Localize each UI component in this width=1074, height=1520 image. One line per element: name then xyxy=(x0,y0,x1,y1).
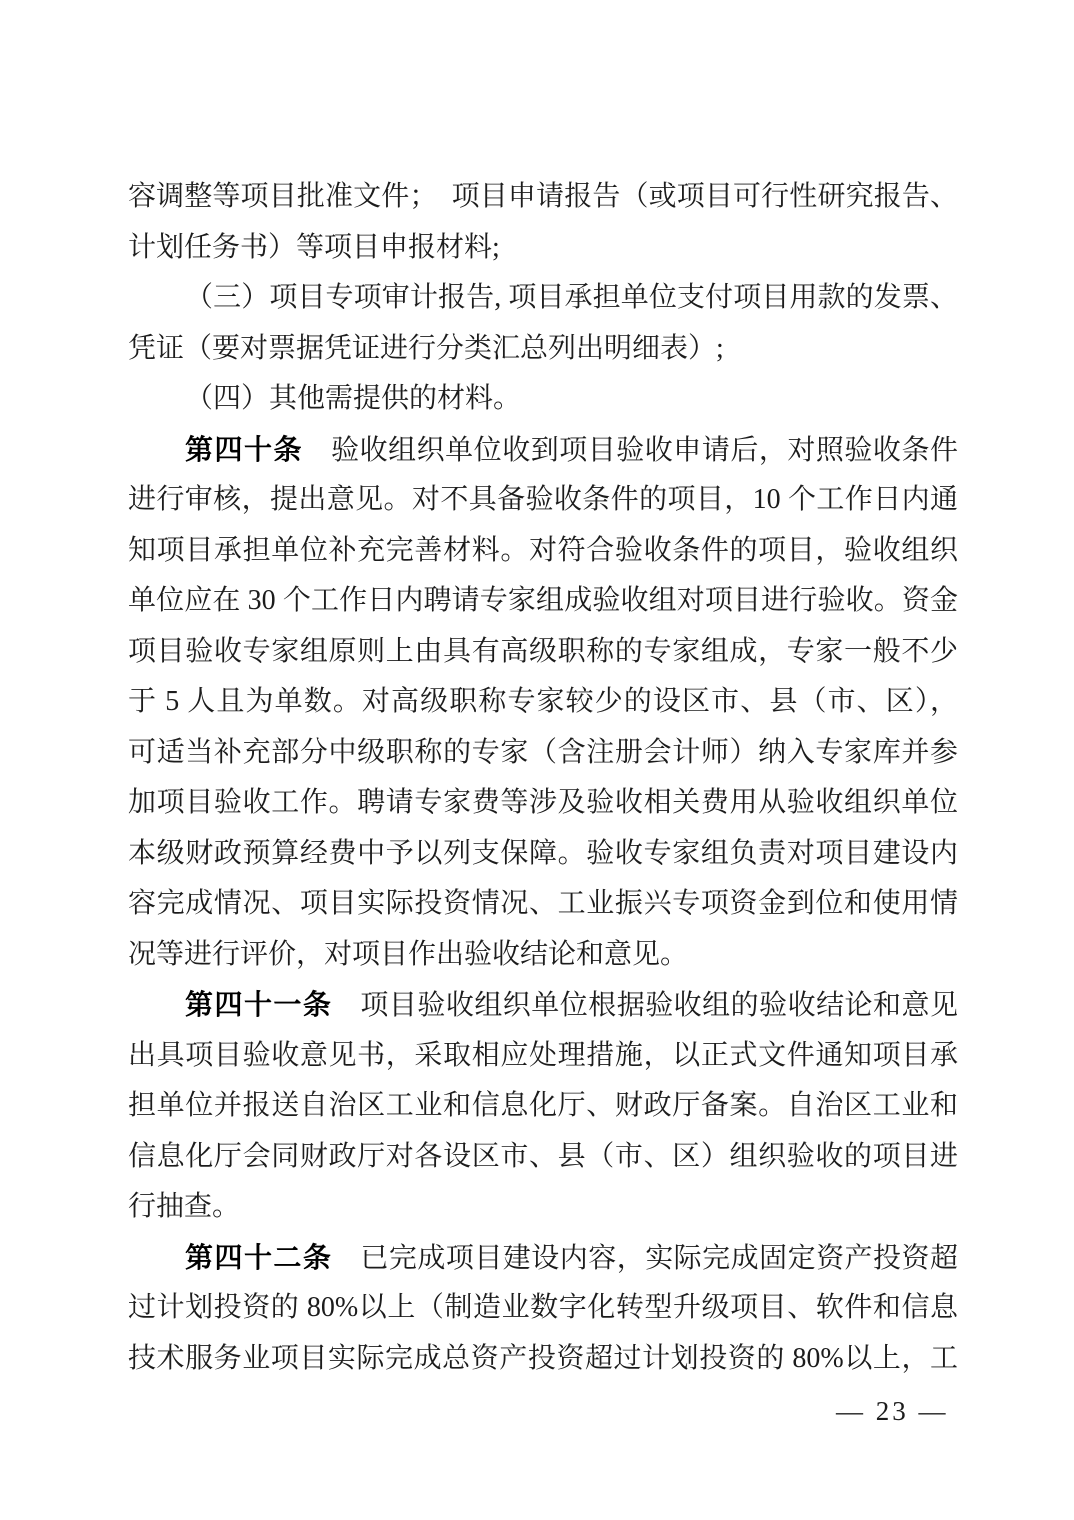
text-line xyxy=(128,627,958,678)
line-text: 加项目验收工作。聘请专家费等涉及验收相关费用从验收组织单位 xyxy=(128,787,958,818)
text-line xyxy=(128,1031,958,1082)
line-text: （四）其他需提供的材料。 xyxy=(185,383,522,414)
line-text: 担单位并报送自治区工业和信息化厅、财政厅备案。自治区工业和 xyxy=(128,1090,958,1121)
line-text: 项目验收组织单位根据验收组的验收结论和意见 xyxy=(360,990,958,1021)
text-line xyxy=(128,1182,958,1233)
line-text: （三）项目专项审计报告, 项目承担单位支付项目用款的发票、 xyxy=(185,282,958,313)
text-line xyxy=(128,778,958,829)
text-line xyxy=(128,677,958,728)
text-line xyxy=(128,728,958,779)
text-line xyxy=(128,1334,958,1385)
line-text: 进行审核，提出意见。对不具备验收条件的项目，10 个工作日内通 xyxy=(128,484,958,515)
line-text: 凭证（要对票据凭证进行分类汇总列出明细表）; xyxy=(128,332,724,364)
line-text: 验收组织单位收到项目验收申请后，对照验收条件 xyxy=(331,434,958,466)
line-text: 信息化厅会同财政厅对各设区市、县（市、区）组织验收的项目进 xyxy=(128,1140,958,1172)
text-line xyxy=(128,526,958,577)
line-text: 况等进行评价，对项目作出验收结论和意见。 xyxy=(128,938,689,970)
text-line xyxy=(128,425,958,476)
text-line xyxy=(128,172,958,223)
text-line xyxy=(128,930,958,981)
text-line xyxy=(128,374,958,425)
line-text: 行抽查。 xyxy=(128,1191,241,1222)
text-line xyxy=(128,829,958,880)
article-number-heading: 第四十条 xyxy=(185,433,304,465)
line-text: 单位应在 30 个工作日内聘请专家组成验收组对项目进行验收。资金 xyxy=(128,585,958,616)
text-line xyxy=(128,1132,958,1183)
page-number: — 23 — xyxy=(836,1396,949,1426)
text-line xyxy=(128,980,958,1031)
line-text: 知项目承担单位补充完善材料。对符合验收条件的项目，验收组织 xyxy=(128,534,958,566)
line-text: 计划任务书）等项目申报材料; xyxy=(128,231,500,263)
line-text: 技术服务业项目实际完成总资产投资超过计划投资的 80%以上，工 xyxy=(128,1342,958,1374)
article-number-heading: 第四十二条 xyxy=(185,1241,333,1273)
text-line xyxy=(128,475,958,526)
text-line xyxy=(128,1283,958,1334)
text-line xyxy=(128,576,958,627)
text-line xyxy=(128,273,958,324)
text-line xyxy=(128,324,958,375)
line-text: 已完成项目建设内容，实际完成固定资产投资超 xyxy=(360,1242,958,1274)
line-text: 项目验收专家组原则上由具有高级职称的专家组成，专家一般不少 xyxy=(128,635,958,667)
text-line xyxy=(128,1233,958,1284)
text-line xyxy=(128,223,958,274)
line-text: 可适当补充部分中级职称的专家（含注册会计师）纳入专家库并参 xyxy=(128,736,958,768)
line-text: 于 5 人且为单数。对高级职称专家较少的设区市、县（市、区）， xyxy=(128,686,958,717)
line-text: 容完成情况、项目实际投资情况、工业振兴专项资金到位和使用情 xyxy=(128,888,958,919)
text-line xyxy=(128,879,958,930)
line-text: 本级财政预算经费中予以列支保障。验收专家组负责对项目建设内 xyxy=(128,837,958,869)
line-text: 容调整等项目批准文件； 项目申请报告（或项目可行性研究报告、 xyxy=(128,181,958,212)
document-body xyxy=(128,172,958,1384)
article-number-heading: 第四十一条 xyxy=(185,989,333,1020)
line-text: 过计划投资的 80%以上（制造业数字化转型升级项目、软件和信息 xyxy=(128,1292,958,1323)
line-text: 出具项目验收意见书，采取相应处理措施，以正式文件通知项目承 xyxy=(128,1039,958,1071)
text-line xyxy=(128,1081,958,1132)
